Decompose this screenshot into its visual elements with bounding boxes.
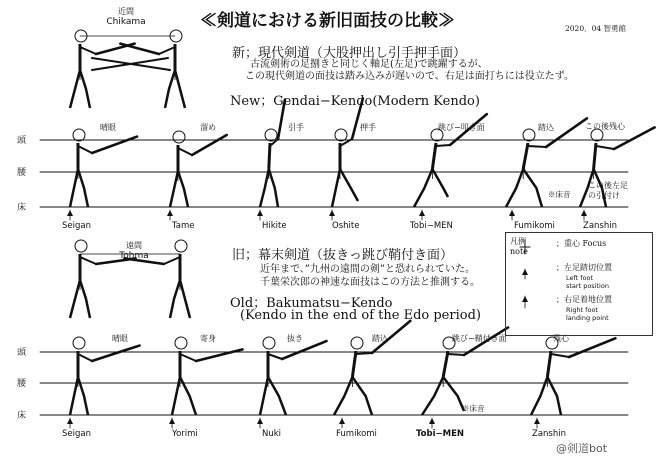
legend-right-foot-en-2: landing point (566, 314, 609, 322)
new-stage-en-3: Hikite (262, 221, 287, 231)
new-note-2: この現代剣道の面技は踏み込みが遅いので、右足は面打ちには役立たず。 (245, 71, 574, 82)
new-note-1: 古流剣術の足捌きと同じく軸足(左足)で跳躍するが、 (250, 59, 488, 70)
new-duel-right (120, 30, 185, 108)
legend-focus: ；重心 Focus (556, 239, 607, 248)
new-level-waist: 腰 (17, 168, 27, 178)
new-figure-1 (70, 129, 137, 207)
new-side-bottom-1: この後左足 (588, 181, 628, 190)
new-english-title: New；Gendai−Kendo(Modern Kendo) (230, 94, 480, 109)
new-stage-jp-2: 溜め (200, 123, 216, 132)
page-title: ≪剣道における新旧面技の比較≫ (200, 11, 455, 31)
old-stage-jp-5: 跳び−鞘付き面 (452, 334, 507, 343)
new-stage-en-6: Fumikomi (514, 221, 555, 231)
new-stage-jp-6: 踏込 (538, 123, 554, 132)
old-stage-en-4: Fumikomi (336, 429, 377, 439)
legend-right-foot: ；右足着地位置 (556, 295, 612, 304)
legend-right-foot-en-1: Right foot (566, 306, 598, 314)
old-stage-en-2: Yorimi (172, 429, 198, 439)
old-stage-jp-1: 晴眼 (112, 334, 128, 343)
date-label: 2020．04 智勇館 (565, 24, 627, 33)
old-stage-en-5: Tobi−MEN (416, 429, 465, 439)
legend-box (505, 232, 653, 336)
new-stage-en-7: Zanshin (583, 221, 617, 231)
new-heading: 新；現代剣道（大股押出し引手押手面） (232, 46, 467, 61)
old-stage-en-6: Zanshin (532, 429, 566, 439)
new-stage-jp-3: 引手 (288, 123, 304, 132)
old-stage-jp-2: 寄身 (200, 334, 216, 343)
old-distance (104, 240, 164, 261)
new-distance-jp: 近間 (118, 7, 134, 16)
legend-left-foot-en-2: start position (566, 282, 609, 290)
old-level-waist: 腰 (17, 379, 27, 389)
legend-left-foot: ；左足踏切位置 (556, 263, 612, 272)
old-distance-en: Tohma (119, 251, 149, 261)
new-level-floor: 床 (17, 203, 27, 213)
old-figure-2 (172, 337, 243, 415)
new-stage-jp-1: 晴眼 (100, 123, 116, 132)
old-stage-en-3: Nuki (262, 429, 282, 439)
new-stage-jp-5: 跳び−叩き面 (438, 123, 485, 132)
old-figure-6 (531, 337, 615, 415)
old-figure-3 (260, 337, 327, 415)
old-note-2: 千葉栄次郎の神速な面技はこの方法と推測する。 (260, 277, 480, 288)
new-stage-en-5: Tobi−MEN (410, 221, 453, 231)
old-heading: 旧；幕末剣道（抜きっ跳び鞘付き面） (232, 248, 454, 263)
old-note-1: 近年まで、”九州の遠間の剣”と恐れられていた。 (260, 264, 476, 275)
new-stage-en-2: Tame (172, 221, 195, 231)
old-floor-sound: ※床音 (462, 404, 485, 413)
new-level-head: 頭 (17, 136, 27, 146)
new-figure-2 (170, 131, 227, 207)
old-stage-en-1: Seigan (62, 429, 91, 439)
legend-title-jp: 凡例 (510, 237, 526, 246)
old-stage-jp-6: 残心 (553, 334, 569, 343)
old-stage-jp-4: 踏込 (372, 334, 388, 343)
watermark: @剣道bot (556, 442, 608, 455)
new-figure-3 (260, 100, 285, 207)
legend-title-en: note (510, 247, 528, 256)
new-stage-jp-4: 押手 (360, 123, 376, 132)
new-floor-sound: ※床音 (548, 190, 571, 199)
new-distance-en: Chikama (106, 17, 146, 27)
legend-left-foot-en-1: Left foot (566, 274, 594, 282)
old-level-head: 頭 (17, 348, 27, 358)
new-distance (96, 6, 156, 27)
old-english-title-1: Old；Bakumatsu−Kendo (230, 296, 393, 311)
new-side-bottom-2: の引付け (588, 191, 620, 200)
old-level-floor: 床 (17, 411, 27, 421)
old-distance-jp: 遠間 (126, 241, 142, 250)
new-figure-4 (332, 98, 363, 207)
old-figure-1 (70, 337, 140, 415)
new-stage-en-4: Oshite (332, 221, 360, 231)
new-side-top: この後残心 (585, 122, 625, 131)
old-stage-jp-3: 抜き (287, 334, 303, 343)
old-english-title-2: (Kendo in the end of the Edo period) (240, 308, 481, 323)
new-stage-en-1: Seigan (62, 221, 91, 231)
